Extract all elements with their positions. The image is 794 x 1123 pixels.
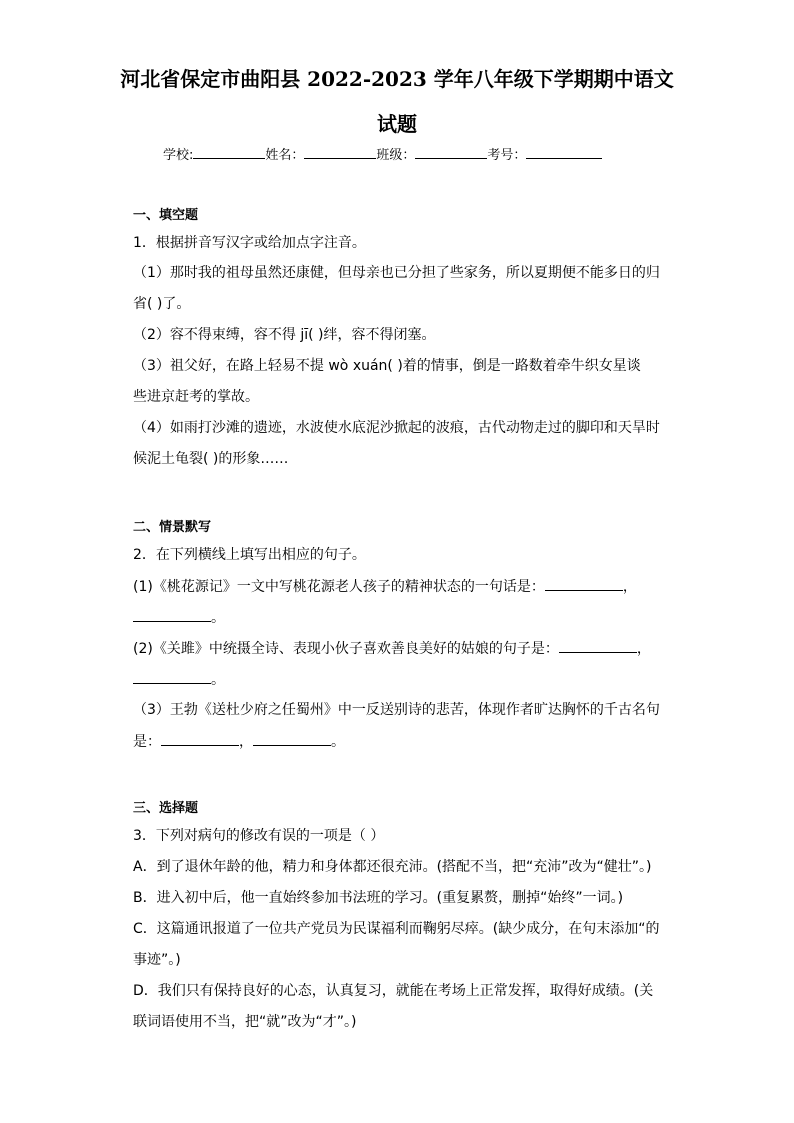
q2-item1-period: 。 [211, 610, 225, 626]
section3-heading: 三、选择题 [133, 801, 199, 816]
q2-item3-comma: ， [239, 734, 253, 750]
q2-item2-blank1[interactable] [559, 638, 637, 653]
q2-item3-line2 [133, 731, 663, 752]
q1-item4-line1: （4）如雨打沙滩的遗迹，水波使水底泥沙掀起的波痕，古代动物走过的脚印和天旱时 [133, 420, 660, 436]
q3-option-d-line2: 联词语使用不当，把“就”改为“才”。) [133, 1014, 357, 1030]
q3-option-d-line1[interactable]: D．我们只有保持良好的心态，认真复习，就能在考场上正常发挥，取得好成绩。(关 [133, 983, 654, 999]
q2-item2-period: 。 [211, 672, 225, 688]
q1-item3-line1: （3）祖父好，在路上轻易不提 wò xuán( )着的情事，倒是一路数着牵牛织女星谈 [133, 358, 641, 374]
q2-item1-blank1[interactable] [545, 576, 623, 591]
q2-item1-line2 [133, 607, 663, 628]
exam-title-line1: 河北省保定市曲阳县 2022-2023 学年八年级下学期期中语文 [120, 67, 674, 91]
class-label: 班级： [376, 148, 416, 163]
school-blank[interactable] [193, 145, 265, 159]
class-blank[interactable] [415, 145, 487, 159]
q1-item3-line2: 些进京赶考的掌故。 [133, 389, 259, 405]
section1-heading: 一、填空题 [133, 208, 199, 223]
q3-option-c-line2: 事迹”。) [133, 952, 181, 968]
q2-item3-line1: （3）王勃《送杜少府之任蜀州》中一反送别诗的悲苦，体现作者旷达胸怀的千古名句 [133, 702, 660, 718]
q2-item2-blank2[interactable] [133, 669, 211, 684]
q2-item1-line1 [133, 576, 663, 597]
q2-item1-text: (1)《桃花源记》一文中写桃花源老人孩子的精神状态的一句话是： [133, 579, 545, 595]
q2-item1-comma: ， [622, 579, 637, 595]
q2-item1-blank2[interactable] [133, 607, 211, 622]
student-info-row [163, 145, 602, 165]
q1-item2: （2）容不得束缚，容不得 jī( )绊，容不得闭塞。 [133, 327, 436, 343]
exam-no-blank[interactable] [526, 145, 602, 159]
exam-no-label: 考号： [487, 148, 527, 163]
q3-option-b[interactable]: B．进入初中后，他一直始终参加书法班的学习。(重复累赘，删掉“始终”一词。) [133, 890, 624, 906]
question3-stem: 3．下列对病句的修改有误的一项是（ ） [133, 828, 385, 844]
q2-item3-blank2[interactable] [253, 731, 331, 746]
name-blank[interactable] [304, 145, 376, 159]
q2-item3-prefix: 是： [133, 734, 161, 750]
section2-heading: 二、情景默写 [133, 520, 212, 535]
q2-item3-blank1[interactable] [161, 731, 239, 746]
name-label: 姓名： [265, 148, 305, 163]
q1-item4-line2: 候泥土龟裂( )的形象…… [133, 451, 289, 467]
exam-title-line2: 试题 [377, 112, 417, 136]
question1-stem: 1．根据拼音写汉字或给加点字注音。 [133, 235, 366, 251]
school-label: 学校: [163, 148, 194, 163]
q2-item2-line1 [133, 638, 663, 659]
question2-stem: 2．在下列横线上填写出相应的句子。 [133, 547, 366, 563]
q3-option-a[interactable]: A．到了退休年龄的他，精力和身体都还很充沛。(搭配不当，把“充沛”改为“健壮”。) [133, 859, 652, 875]
q1-item1-line1: （1）那时我的祖母虽然还康健，但母亲也已分担了些家务，所以夏期便不能多日的归 [133, 265, 660, 281]
q1-item1-line2: 省( )了。 [133, 296, 191, 312]
q3-option-c-line1[interactable]: C．这篇通讯报道了一位共产党员为民谋福利而鞠躬尽瘁。(缺少成分，在句末添加“的 [133, 921, 660, 937]
q2-item2-line2 [133, 669, 663, 690]
q2-item2-comma: ， [636, 641, 651, 657]
q2-item3-period: 。 [331, 734, 345, 750]
q2-item2-text: (2)《关雎》中统摄全诗、表现小伙子喜欢善良美好的姑娘的句子是： [133, 641, 559, 657]
